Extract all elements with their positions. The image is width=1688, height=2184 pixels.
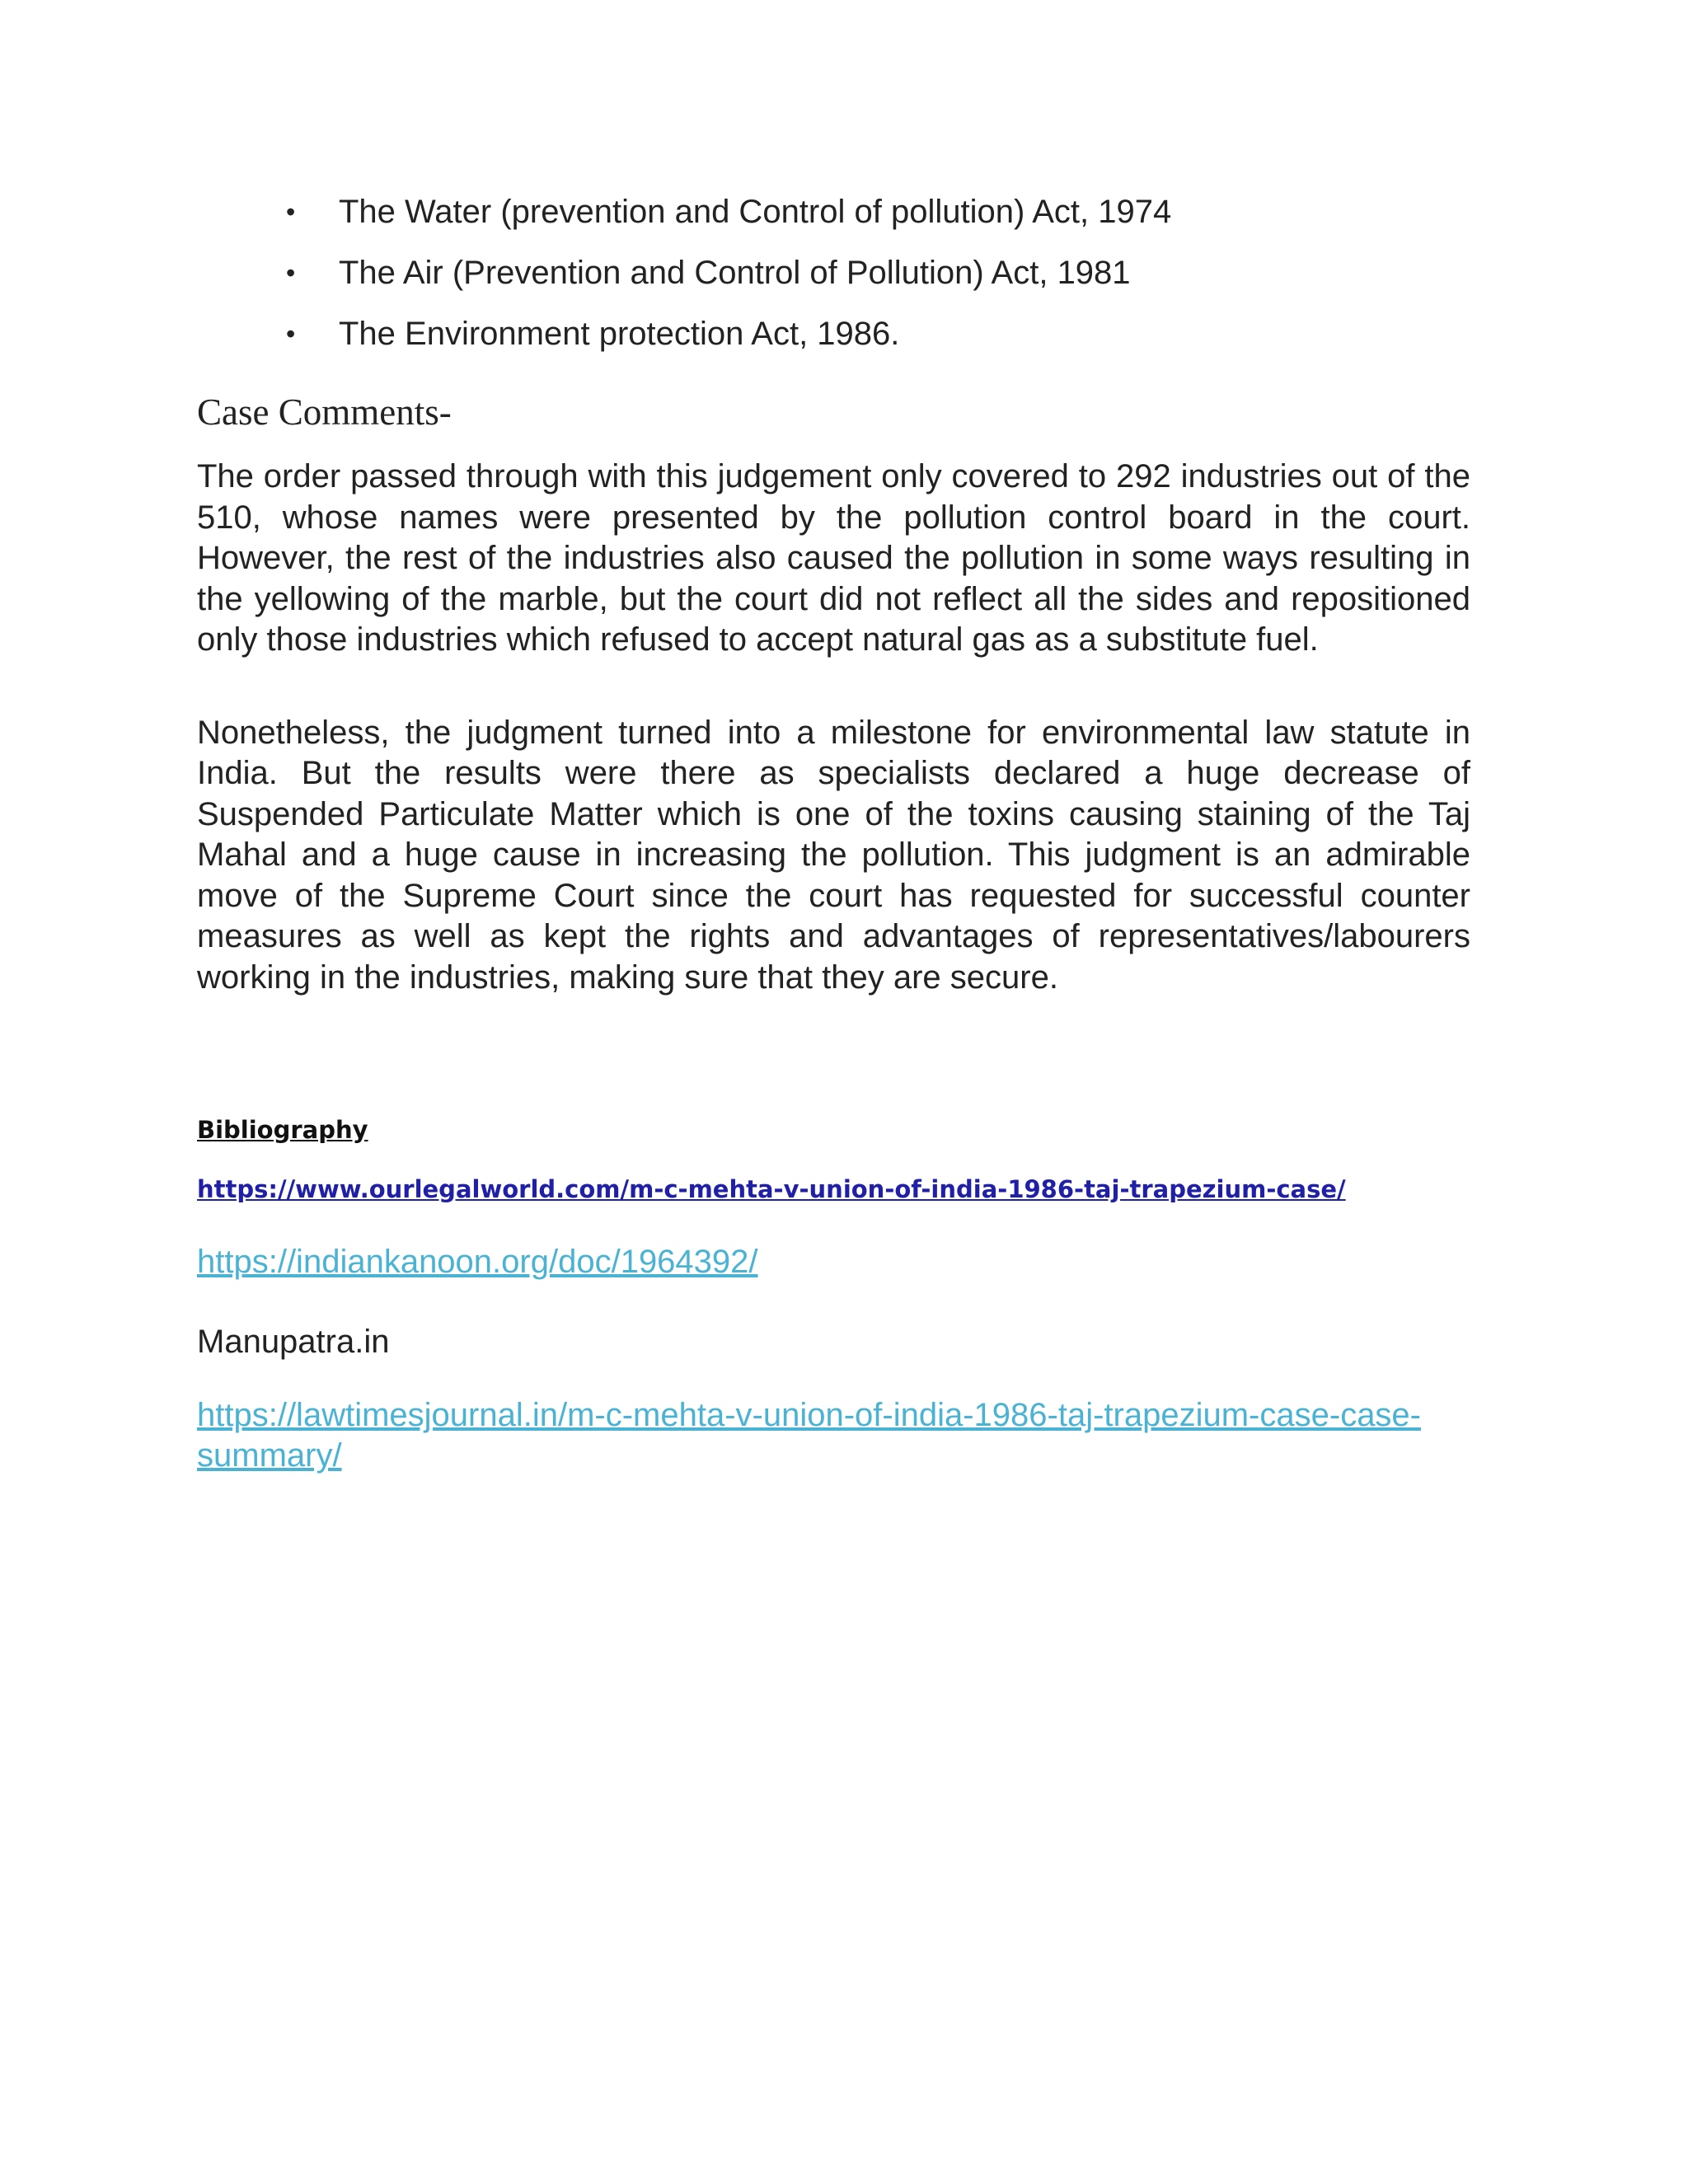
acts-list: [197, 191, 1470, 354]
list-item: [197, 252, 1470, 293]
bibliography-source-manupatra: Manupatra.in: [197, 1324, 390, 1360]
act-text: The Environment protection Act, 1986.: [339, 316, 900, 352]
act-text: The Water (prevention and Control of pollution) Act, 1974: [339, 194, 1172, 230]
page-content: [197, 191, 1470, 1476]
bullet-icon: •: [286, 258, 296, 288]
bibliography-link-lawtimesjournal[interactable]: https://lawtimesjournal.in/m-c-mehta-v-union-of-india-1986-taj-trapezium-case-case-summary/: [197, 1397, 1421, 1474]
list-item: [197, 191, 1470, 232]
bibliography-heading: Bibliography: [197, 1116, 368, 1144]
case-comments-paragraph-1: The order passed through with this judgement only covered to 292 industries out of the 510, whose names were presented by the pollution control board in the court. However, the rest of the industries also caused the pollution in some ways resulting in the yellowing of the marble, but the court did not reflect all the sides and repositioned only those industries which refused to accept natural gas as a substitute fuel.: [197, 458, 1470, 658]
bibliography-link-indiankanoon[interactable]: https://indiankanoon.org/doc/1964392/: [197, 1244, 758, 1280]
bibliography-link-ourlegalworld[interactable]: https://www.ourlegalworld.com/m-c-mehta-v-union-of-india-1986-taj-trapezium-case/: [197, 1175, 1346, 1203]
case-comments-heading: Case Comments-: [197, 391, 452, 433]
bullet-icon: •: [286, 319, 296, 349]
bullet-icon: •: [286, 197, 296, 227]
act-text: The Air (Prevention and Control of Pollution) Act, 1981: [339, 255, 1131, 291]
case-comments-paragraph-2: Nonetheless, the judgment turned into a milestone for environmental law statute in India. But the results were there as specialists declared a huge decrease of Suspended Particulate Matter which is one of the toxins causing staining of the Taj Mahal and a huge cause in increasing the pollution. This judgment is an admirable move of the Supreme Court since the court has requested for successful counter measures as well as kept the rights and advantages of representatives/labourers working in the industries, making sure that they are secure.: [197, 714, 1470, 996]
list-item: [197, 313, 1470, 354]
